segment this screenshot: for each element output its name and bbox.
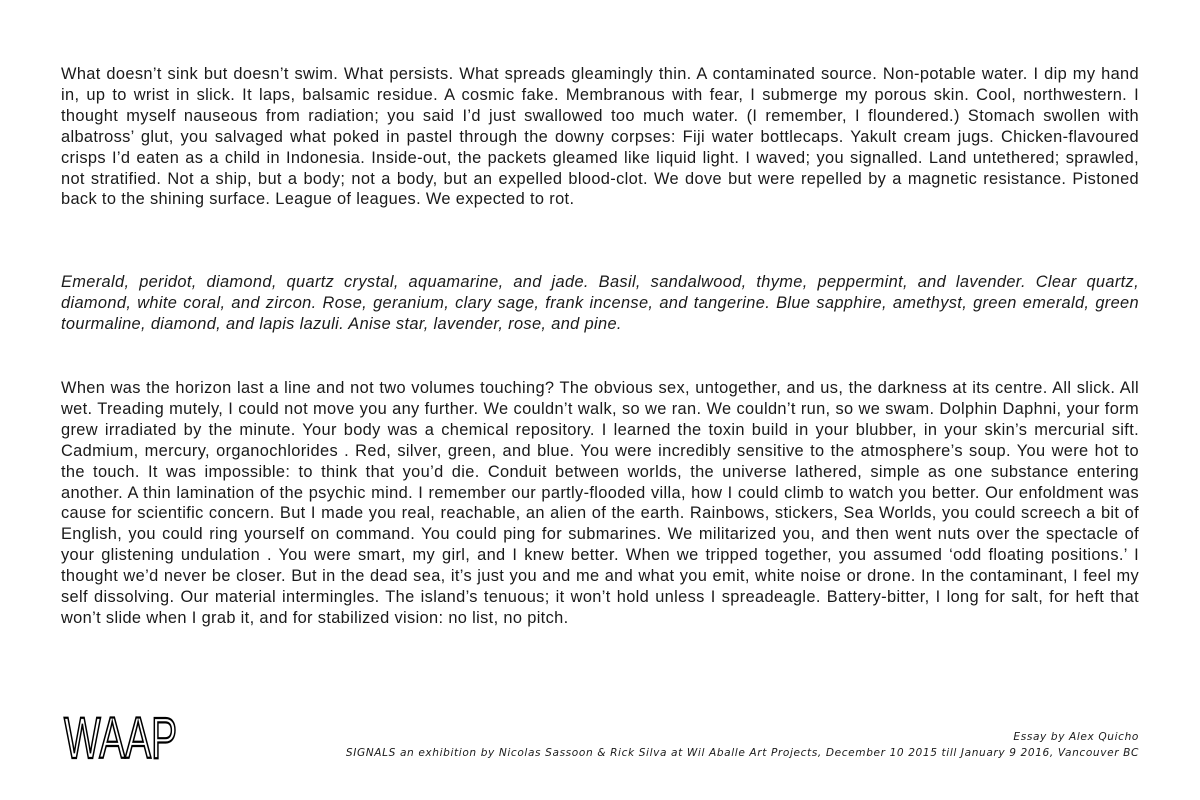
essay-paragraph-1: What doesn’t sink but doesn’t swim. What persists. What spreads gleamingly thin. A contaminated source. Non-potable water. I dip my hand in, up to wrist in slick. It laps, balsamic residue. A cosmic fake. Membranous with fear, I submerge my porous skin. Cool, northwestern. I thought myself nauseous from radiation; you said I’d just swallowed too much water. (I remember, I floundered.) Stomach swollen with albatross’ glut, you salvaged what poked in pastel through the downy corpses: Fiji water bottlecaps. Yakult cream jugs. Chicken-flavoured crisps I’d eaten as a child in Indonesia. Inside-out, the packets gleamed like liquid light. I waved; you signalled. Land untethered; sprawled, not stratified. Not a ship, but a body; not a body, but an expelled blood-clot. We dove but were repelled by a magnetic resistance. Pistoned back to the shining surface. League of leagues. We expected to rot. — [61, 65, 1139, 209]
waap-logo — [63, 706, 179, 771]
footer-credits — [346, 729, 1139, 761]
waap-logo-text: WAAP — [64, 706, 177, 771]
essay-paragraph-3: When was the horizon last a line and not two volumes touching? The obvious sex, untogether, and us, the darkness at its centre. All slick. All wet. Treading mutely, I could not move you any further. We couldn’t walk, so we ran. We couldn’t run, so we swam. Dolphin Daphni, your form grew irradiated by the minute. Your body was a chemical repository. I learned the toxin build in your blubber, in your skin’s mercurial sift. Cadmium, mercury, organochlorides . Red, silver, green, and blue. You were incredibly sensitive to the atmosphere’s soup. You were hot to the touch. It was impossible: to think that you’d die. Conduit between worlds, the universe lathered, simple as one substance entering another. A thin lamination of the psychic mind. I remember our partly-flooded villa, how I could climb to watch you better. Our enfoldment was cause for scientific concern. But I made you real, reachable, an alien of the earth. Rainbows, stickers, Sea Worlds, you could screech a bit of English, you could ring yourself on command. You could ping for submarines. We militarized you, and then went nuts over the spectacle of your glistening undulation . You were smart, my girl, and I knew better. When we tripped together, you assumed ‘odd floating positions.’ I thought we’d never be closer. But in the dead sea, it’s just you and me and what you emit, white noise or drone. In the contaminant, I feel my self dissolving. Our material intermingles. The island’s tenuous; it won’t hold unless I spreadeagle. Battery-bitter, I long for salt, for heft that won’t slide when I grab it, and for stabilized vision: no list, no pitch. — [61, 379, 1139, 627]
essay-paragraph-2: Emerald, peridot, diamond, quartz crystal, aquamarine, and jade. Basil, sandalwood, thyme, peppermint, and lavender. Clear quartz, diamond, white coral, and zircon. Rose, geranium, clary sage, frank incense, and tangerine. Blue sapphire, amethyst, green emerald, green tourmaline, diamond, and lapis lazuli. Anise star, lavender, rose, and pine. — [61, 273, 1139, 333]
essay-credit: Essay by Alex Quicho — [1013, 731, 1139, 743]
exhibition-info: SIGNALS an exhibition by Nicolas Sassoon & Rick Silva at Wil Aballe Art Projects, December 10 2015 till January 9 2016, Vancouver BC — [345, 747, 1139, 759]
